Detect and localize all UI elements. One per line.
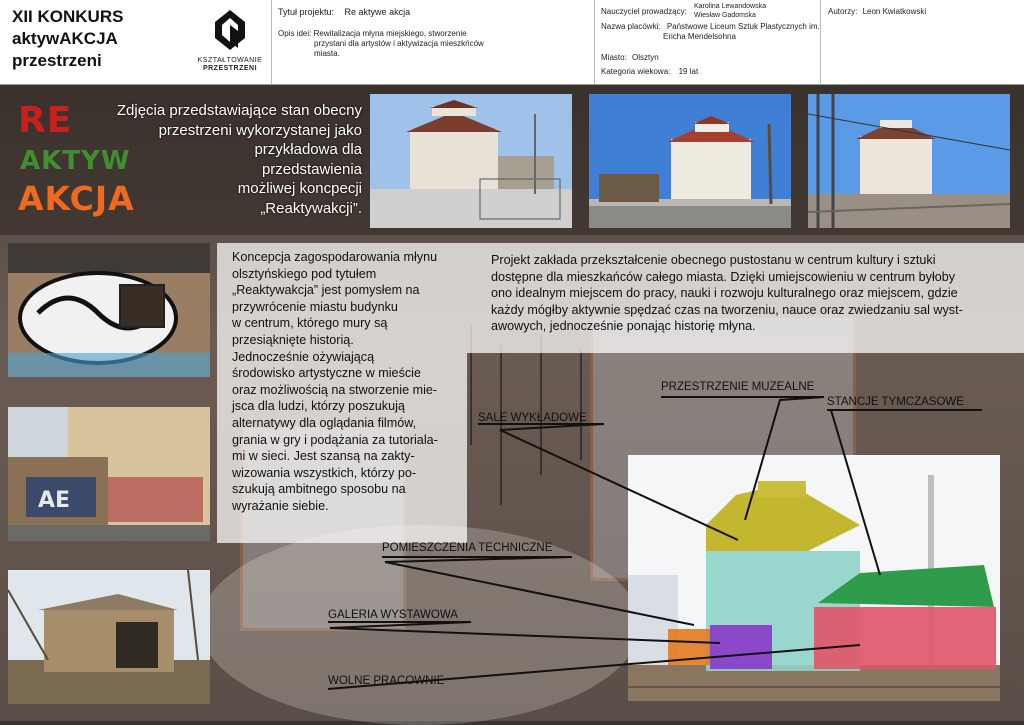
label-wystawowa: GALERIA WYSTAWOWA [328, 609, 458, 621]
text-line: „Reaktywakcja” jest pomysłem na [232, 283, 420, 298]
label-pracownie: WOLNE PRACOWNIE [328, 675, 445, 687]
intro-line: „Reaktywakcji”. [260, 199, 362, 217]
text-line: Jednocześnie ożywiającą [232, 349, 375, 364]
text-line: oraz możliwością na stworzenie mie- [232, 382, 438, 397]
field-label: Nazwa placówki: [601, 22, 661, 31]
text-line: wizowania wszystkich, którzy po- [232, 465, 417, 480]
text-line: dostępne dla mieszkańców całego miasta. Dzięki umiejscowieniu w centrum byłoby [491, 269, 956, 284]
label-wykladowe: SALE WYKŁADOWE [478, 412, 587, 424]
text-line: Projekt zakłada przekształcenie obecnego pustostanu w centrum kultury i sztuki [491, 253, 936, 267]
field-value: Ericha Mendelsohna [663, 32, 736, 41]
field-value: Re aktywe akcja [344, 7, 411, 17]
field-value: Państwowe Liceum Sztuk Plastycznych im. [666, 22, 820, 31]
field-label: Kategoria wiekowa: [601, 67, 671, 76]
field-label: Tytuł projektu: [278, 7, 335, 17]
field-value: miasta. [314, 49, 340, 58]
text-line: przywrócenie miastu budynku [232, 299, 398, 314]
field-value: Leon Kwiatkowski [862, 7, 927, 16]
text-line: awowych, jednocześnie ponając historię młyna. [491, 319, 756, 334]
text-line: Koncepcja zagospodarowania młynu [232, 250, 438, 264]
text-line: ono idealnym miejscem do pracy, nauki i rozwoju kulturalnego oraz miejscem, gdzie [491, 286, 958, 301]
intro-line: przestrzeni wykorzystanej jako [158, 121, 362, 139]
contest-line: XII KONKURS [12, 7, 124, 26]
intro-line: przykładowa dla [254, 141, 362, 158]
intro-line: możliwej koncpecji [237, 180, 362, 197]
field-label: Nauczyciel prowadzący: [601, 7, 687, 16]
text-line: środowisko artystyczne w mieście [232, 366, 421, 381]
text-line: przesiąknięte historią. [232, 332, 354, 347]
intro-line: przedstawienia [261, 160, 362, 178]
field-value: Karolina Lewandowska [694, 3, 766, 10]
field-value: przystani dla artystów i aktywizacja mieszkńców [314, 39, 484, 48]
text-line: szukują ambitnego sposobu na [232, 482, 406, 497]
text-line: alternatywy dla oglądania filmów, [232, 415, 417, 430]
field-value: Olsztyn [632, 53, 659, 62]
text-line: olsztyńskiego pod tytułem [232, 266, 377, 281]
label-techniczne: POMIESZCZENIA TECHNICZNE [382, 542, 553, 554]
text-line: wyrażanie siebie. [232, 498, 329, 513]
contest-line: aktywAKCJA [12, 29, 118, 48]
field-label: Autorzy: [828, 7, 858, 16]
contest-line: przestrzeni [12, 51, 102, 70]
logo-aktyw: AKTYW [20, 146, 131, 176]
svg-text:AE: AE [38, 488, 71, 513]
field-label: Miasto: [601, 53, 627, 62]
text-line: grania w gry i podążania za tutoriala- [232, 432, 438, 447]
text-line: każdy mógłby aktywnie spędzać czas na tworzeniu, nauce oraz zwiedzaniu sal wyst- [491, 302, 963, 317]
intro-line: Zdjęcia przedstawiające stan obecny [116, 102, 362, 119]
field-value: 19 lat [678, 67, 699, 76]
text-line: w centrum, którego mury są [232, 316, 388, 331]
label-tymczasowe: STANCJE TYMCZASOWE [827, 396, 964, 408]
text-line: jsca dla ludzi, którzy poszukują [232, 399, 405, 414]
logo-text: PRZESTRZENI [202, 65, 258, 72]
field-value: Wiesław Gadomska [694, 11, 756, 19]
text-line: mi w sieci. Jest szansą na zakty- [232, 449, 415, 464]
field-label: Opis idei: [278, 29, 312, 38]
field-value: Rewitalizacja młyna miejskiego, stworzenie [313, 29, 467, 38]
logo-akcja: AKCJA [18, 179, 135, 218]
label-muzealne: PRZESTRZENIE MUZEALNE [661, 381, 815, 393]
logo-re: RE [18, 100, 73, 141]
logo-text: KSZTAŁTOWANIE [197, 57, 263, 64]
